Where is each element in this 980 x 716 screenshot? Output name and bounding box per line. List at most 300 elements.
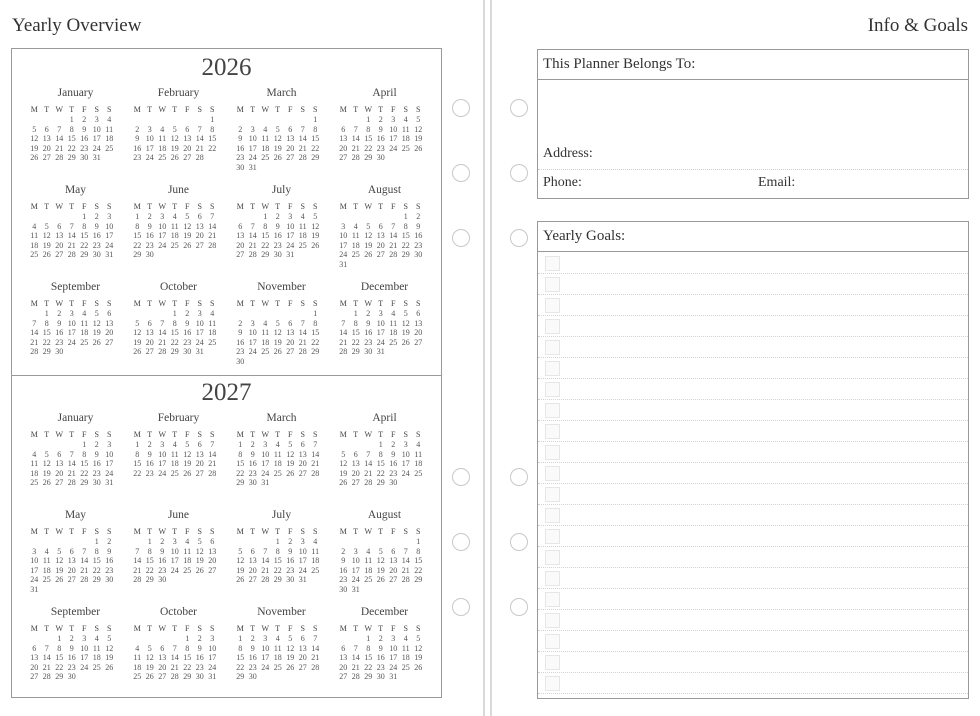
day-number: 1 [94, 537, 99, 546]
day-number: 1 [353, 309, 358, 318]
day-number: 24 [286, 240, 295, 250]
day-number: 29 [273, 575, 282, 585]
goal-line[interactable] [538, 588, 968, 590]
day-number: 14 [351, 134, 360, 144]
goal-checkbox[interactable] [545, 340, 560, 355]
day-number: 20 [286, 143, 295, 153]
day-number: 1 [135, 212, 140, 221]
month-name: October [159, 606, 198, 618]
day-number: 29 [236, 478, 245, 488]
day-number: 11 [414, 449, 423, 459]
month-july-2027 [234, 507, 329, 585]
day-number: 5 [313, 212, 318, 221]
month-name: November [257, 281, 306, 293]
day-number: 9 [250, 643, 255, 653]
day-blank [387, 212, 400, 222]
weekday-label: S [313, 624, 318, 633]
day-number: 10 [92, 124, 101, 134]
day-number: 27 [351, 478, 360, 488]
goal-line[interactable] [538, 420, 968, 422]
day-blank [234, 537, 247, 547]
goal-line[interactable] [538, 294, 968, 296]
weekday-label: S [313, 527, 318, 536]
goal-checkbox[interactable] [545, 445, 560, 460]
month-february-2027 [131, 410, 226, 478]
weekday-label: T [250, 430, 256, 439]
weekday-label: S [107, 624, 112, 633]
day-number: 21 [351, 662, 360, 672]
day-number: 27 [236, 250, 245, 260]
day-number: 20 [183, 143, 192, 153]
day-grid [234, 634, 329, 682]
day-number: 17 [105, 459, 114, 469]
day-number: 5 [288, 440, 293, 449]
day-grid [337, 212, 432, 270]
weekday-header [131, 104, 226, 115]
day-blank [131, 115, 144, 125]
goal-checkbox[interactable] [545, 424, 560, 439]
day-number: 4 [275, 634, 280, 643]
day-number: 9 [341, 556, 346, 566]
goal-line[interactable] [538, 651, 968, 653]
day-number: 17 [158, 231, 167, 241]
day-number: 20 [286, 337, 295, 347]
day-number: 26 [92, 337, 101, 347]
day-number: 24 [145, 153, 154, 163]
month-june-2027 [131, 507, 226, 585]
day-number: 9 [160, 546, 165, 556]
goal-checkbox[interactable] [545, 298, 560, 313]
month-name: March [266, 412, 297, 424]
day-number: 18 [105, 134, 114, 144]
day-number: 29 [42, 347, 51, 357]
day-number: 29 [364, 153, 373, 163]
day-number: 11 [158, 134, 167, 144]
day-number: 17 [261, 653, 270, 663]
day-number: 22 [170, 337, 179, 347]
day-number: 16 [286, 556, 295, 566]
day-grid [131, 115, 226, 163]
day-number: 9 [94, 449, 99, 459]
goal-line[interactable] [538, 525, 968, 527]
day-number: 7 [341, 318, 346, 328]
day-number: 7 [160, 318, 165, 328]
weekday-label: T [147, 430, 153, 439]
day-number: 7 [210, 440, 215, 449]
day-number: 19 [414, 653, 423, 663]
day-number: 5 [416, 115, 421, 124]
weekday-label: T [250, 202, 256, 211]
day-number: 12 [376, 556, 385, 566]
day-number: 6 [197, 440, 202, 449]
day-number: 29 [401, 250, 410, 260]
weekday-label: W [158, 624, 167, 633]
goal-line[interactable] [538, 693, 968, 695]
day-number: 12 [133, 328, 142, 338]
day-number: 15 [414, 556, 423, 566]
weekday-label: M [133, 430, 141, 439]
day-number: 26 [376, 575, 385, 585]
day-number: 12 [195, 546, 204, 556]
goal-line[interactable] [538, 357, 968, 359]
goal-checkbox[interactable] [545, 634, 560, 649]
binder-hole-icon [452, 533, 470, 551]
weekday-label: T [147, 105, 153, 114]
day-number: 5 [341, 449, 346, 459]
day-number: 29 [311, 153, 320, 163]
day-number: 6 [185, 124, 190, 134]
address-label[interactable]: Address: [543, 146, 593, 161]
day-number: 4 [416, 440, 421, 449]
goal-line[interactable] [538, 273, 968, 275]
goal-line[interactable] [538, 504, 968, 506]
weekday-label: F [82, 105, 87, 114]
day-blank [284, 309, 297, 319]
weekday-label: S [197, 527, 202, 536]
day-number: 12 [311, 221, 320, 231]
day-number: 7 [300, 318, 305, 328]
day-number: 20 [195, 459, 204, 469]
weekday-label: T [69, 202, 75, 211]
day-number: 26 [195, 565, 204, 575]
day-number: 23 [158, 565, 167, 575]
day-number: 6 [250, 546, 255, 556]
goal-checkbox[interactable] [545, 319, 560, 334]
day-blank [131, 537, 144, 547]
goal-line[interactable] [538, 441, 968, 443]
day-number: 21 [158, 337, 167, 347]
day-number: 3 [341, 221, 346, 231]
goal-checkbox[interactable] [545, 361, 560, 376]
day-number: 29 [183, 672, 192, 682]
day-number: 8 [57, 643, 62, 653]
day-blank [144, 309, 157, 319]
day-number: 23 [145, 468, 154, 478]
day-number: 16 [145, 231, 154, 241]
weekday-label: W [55, 202, 64, 211]
day-number: 25 [92, 662, 101, 672]
day-number: 4 [172, 440, 177, 449]
day-number: 2 [135, 124, 140, 134]
day-number: 11 [92, 643, 101, 653]
goal-checkbox[interactable] [545, 592, 560, 607]
day-number: 25 [414, 468, 423, 478]
day-number: 24 [105, 240, 114, 250]
weekday-label: F [82, 299, 87, 308]
day-number: 9 [288, 546, 293, 556]
day-blank [375, 212, 388, 222]
day-number: 11 [30, 459, 39, 469]
day-number: 29 [376, 478, 385, 488]
goal-line[interactable] [538, 609, 968, 611]
day-number: 16 [273, 231, 282, 241]
day-blank [337, 440, 350, 450]
weekday-label: F [288, 527, 293, 536]
goal-line[interactable] [538, 672, 968, 674]
day-number: 3 [107, 212, 112, 221]
goal-checkbox[interactable] [545, 676, 560, 691]
weekday-label: W [261, 299, 270, 308]
goal-checkbox[interactable] [545, 529, 560, 544]
day-number: 13 [351, 459, 360, 469]
day-number: 28 [311, 662, 320, 672]
weekday-header [28, 526, 123, 537]
day-blank [181, 115, 194, 125]
day-number: 2 [341, 546, 346, 556]
goal-checkbox[interactable] [545, 550, 560, 565]
day-number: 4 [210, 309, 215, 318]
day-number: 30 [414, 250, 423, 260]
day-number: 20 [55, 468, 64, 478]
goal-checkbox[interactable] [545, 487, 560, 502]
day-number: 13 [236, 231, 245, 241]
yearly-calendar [11, 48, 442, 698]
day-number: 30 [92, 250, 101, 260]
day-number: 6 [288, 124, 293, 134]
day-number: 14 [42, 653, 51, 663]
day-number: 4 [135, 643, 140, 653]
day-number: 6 [416, 309, 421, 318]
email-label[interactable]: Email: [758, 175, 796, 190]
day-number: 27 [105, 337, 114, 347]
day-number: 20 [195, 231, 204, 241]
day-number: 4 [263, 318, 268, 328]
day-number: 1 [313, 309, 318, 318]
day-blank [350, 634, 363, 644]
day-blank [53, 212, 66, 222]
day-number: 18 [364, 565, 373, 575]
weekday-label: W [158, 430, 167, 439]
day-number: 11 [170, 449, 179, 459]
day-number: 10 [145, 134, 154, 144]
day-number: 10 [401, 449, 410, 459]
day-number: 27 [55, 478, 64, 488]
day-grid [28, 115, 123, 163]
day-number: 9 [147, 221, 152, 231]
spine-line [490, 0, 492, 716]
binder-hole-icon [510, 533, 528, 551]
weekday-label: T [378, 527, 384, 536]
weekday-label: T [69, 105, 75, 114]
day-blank [350, 115, 363, 125]
day-number: 20 [55, 240, 64, 250]
day-blank [53, 115, 66, 125]
day-number: 20 [158, 662, 167, 672]
day-number: 21 [401, 565, 410, 575]
goal-line[interactable] [538, 336, 968, 338]
weekday-header [234, 526, 329, 537]
weekday-label: F [288, 299, 293, 308]
day-number: 4 [160, 124, 165, 134]
phone-label[interactable]: Phone: [543, 175, 582, 190]
day-number: 25 [133, 672, 142, 682]
day-number: 5 [185, 440, 190, 449]
day-number: 15 [183, 653, 192, 663]
day-number: 24 [389, 662, 398, 672]
day-number: 15 [351, 328, 360, 338]
day-number: 17 [92, 134, 101, 144]
day-number: 22 [67, 143, 76, 153]
day-number: 10 [80, 643, 89, 653]
planner-owner-label[interactable]: This Planner Belongs To: [538, 50, 968, 80]
day-number: 5 [107, 634, 112, 643]
day-blank [28, 309, 41, 319]
weekday-label: T [147, 527, 153, 536]
day-number: 6 [32, 643, 37, 653]
day-number: 7 [263, 546, 268, 556]
day-blank [41, 634, 54, 644]
day-blank [350, 440, 363, 450]
goal-line[interactable] [538, 546, 968, 548]
day-number: 4 [403, 115, 408, 124]
day-number: 24 [195, 337, 204, 347]
day-number: 19 [339, 468, 348, 478]
goal-checkbox[interactable] [545, 382, 560, 397]
day-number: 5 [44, 221, 49, 231]
day-number: 4 [107, 115, 112, 124]
weekday-label: M [236, 202, 244, 211]
month-march-2026 [234, 85, 329, 173]
goal-line[interactable] [538, 378, 968, 380]
day-number: 10 [105, 221, 114, 231]
day-number: 2 [391, 440, 396, 449]
month-name: December [360, 606, 409, 618]
weekday-header [337, 298, 432, 309]
goal-line[interactable] [538, 630, 968, 632]
day-number: 15 [55, 653, 64, 663]
day-number: 17 [298, 556, 307, 566]
day-number: 15 [401, 231, 410, 241]
goal-checkbox[interactable] [545, 613, 560, 628]
day-number: 18 [208, 328, 217, 338]
day-number: 19 [414, 134, 423, 144]
day-grid [234, 440, 329, 488]
day-blank [66, 537, 79, 547]
day-blank [41, 440, 54, 450]
day-number: 12 [55, 556, 64, 566]
day-number: 16 [105, 556, 114, 566]
weekday-label: W [55, 624, 64, 633]
day-number: 13 [376, 231, 385, 241]
day-number: 14 [170, 653, 179, 663]
info-divider [538, 169, 968, 171]
day-number: 19 [195, 556, 204, 566]
day-grid [131, 440, 226, 478]
day-number: 3 [403, 440, 408, 449]
goal-line[interactable] [538, 462, 968, 464]
goal-checkbox[interactable] [545, 256, 560, 271]
day-number: 24 [261, 468, 270, 478]
day-number: 6 [57, 221, 62, 231]
day-number: 9 [250, 449, 255, 459]
day-number: 30 [376, 672, 385, 682]
day-number: 13 [298, 449, 307, 459]
goal-checkbox[interactable] [545, 508, 560, 523]
day-blank [234, 309, 247, 319]
day-number: 14 [67, 459, 76, 469]
goal-checkbox[interactable] [545, 655, 560, 670]
day-number: 15 [364, 653, 373, 663]
weekday-label: T [44, 430, 50, 439]
day-number: 25 [298, 240, 307, 250]
month-name: February [157, 87, 200, 99]
day-number: 1 [238, 634, 243, 643]
day-number: 6 [341, 124, 346, 134]
weekday-label: T [172, 299, 178, 308]
day-number: 12 [42, 459, 51, 469]
weekday-label: T [275, 624, 281, 633]
day-number: 18 [30, 468, 39, 478]
goal-line[interactable] [538, 315, 968, 317]
day-number: 10 [158, 221, 167, 231]
day-number: 28 [170, 672, 179, 682]
day-number: 29 [80, 250, 89, 260]
day-number: 11 [311, 546, 320, 556]
day-number: 27 [389, 575, 398, 585]
day-number: 10 [298, 546, 307, 556]
day-number: 7 [313, 440, 318, 449]
day-number: 9 [238, 328, 243, 338]
goal-line[interactable] [538, 567, 968, 569]
day-number: 19 [145, 662, 154, 672]
day-number: 11 [208, 318, 217, 328]
goal-line[interactable] [538, 483, 968, 485]
day-number: 13 [248, 556, 257, 566]
day-number: 13 [158, 653, 167, 663]
weekday-label: F [82, 202, 87, 211]
weekday-label: T [147, 299, 153, 308]
day-number: 11 [273, 449, 282, 459]
day-number: 29 [80, 478, 89, 488]
goal-checkbox[interactable] [545, 403, 560, 418]
weekday-label: S [210, 202, 215, 211]
goal-checkbox[interactable] [545, 466, 560, 481]
weekday-label: M [339, 624, 347, 633]
goal-line[interactable] [538, 399, 968, 401]
day-number: 12 [286, 449, 295, 459]
day-number: 8 [238, 449, 243, 459]
weekday-label: W [55, 430, 64, 439]
binder-hole-icon [510, 99, 528, 117]
day-number: 10 [351, 556, 360, 566]
goal-checkbox[interactable] [545, 571, 560, 586]
weekday-label: F [391, 202, 396, 211]
weekday-label: S [300, 624, 305, 633]
day-number: 22 [376, 468, 385, 478]
weekday-label: T [353, 527, 359, 536]
day-number: 23 [236, 153, 245, 163]
day-number: 2 [147, 440, 152, 449]
day-number: 19 [42, 240, 51, 250]
day-number: 29 [170, 347, 179, 357]
day-number: 15 [145, 556, 154, 566]
day-number: 23 [92, 240, 101, 250]
day-number: 24 [158, 240, 167, 250]
binder-hole-icon [452, 164, 470, 182]
day-blank [131, 634, 144, 644]
day-number: 12 [30, 134, 39, 144]
day-number: 20 [298, 459, 307, 469]
day-grid [131, 537, 226, 585]
goal-checkbox[interactable] [545, 277, 560, 292]
day-number: 18 [298, 231, 307, 241]
day-number: 14 [55, 134, 64, 144]
day-number: 3 [94, 115, 99, 124]
day-number: 6 [300, 634, 305, 643]
weekday-label: S [94, 430, 99, 439]
day-blank [53, 537, 66, 547]
day-number: 30 [364, 347, 373, 357]
